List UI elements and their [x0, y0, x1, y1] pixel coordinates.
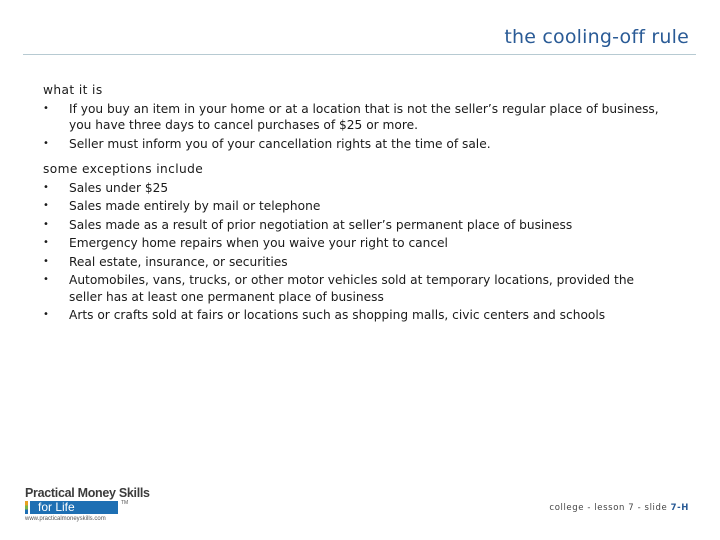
list-item [43, 235, 663, 252]
bullet-icon: • [43, 309, 49, 320]
bullet-text: Sales under $25 [69, 180, 169, 195]
list-item [43, 198, 663, 215]
section-heading-what-it-is: what it is [43, 83, 103, 97]
title-divider [23, 54, 696, 55]
bullet-icon: • [43, 255, 49, 267]
bullet-text: Seller must inform you of your cancellation rights at the time of sale. [69, 136, 491, 151]
list-item [43, 180, 663, 197]
logo-title: Practical Money Skills [25, 486, 150, 500]
bullet-icon: • [43, 181, 49, 193]
bullet-icon: • [43, 102, 49, 114]
bullet-list-what-it-is [43, 101, 663, 153]
list-item [43, 307, 663, 324]
bullet-text: Real estate, insurance, or securities [69, 254, 288, 269]
logo-trademark: TM [121, 500, 129, 506]
bullet-text: Emergency home repairs when you waive your right to cancel [69, 236, 448, 250]
bullet-text: Sales made entirely by mail or telephone [69, 199, 321, 213]
logo-bar [25, 501, 121, 514]
bullet-icon: • [43, 237, 49, 248]
slide-content [43, 82, 663, 326]
section-heading-exceptions: some exceptions include [43, 162, 204, 176]
slide-title: the cooling-off rule [504, 26, 689, 48]
bullet-icon: • [43, 218, 49, 230]
bullet-list-exceptions [43, 180, 663, 324]
bullet-text: If you buy an item in your home or at a location that is not the seller’s regular place of business, you have three days to cancel purchases of $25 or more. [69, 101, 659, 132]
list-item [43, 101, 663, 134]
list-item [43, 136, 663, 153]
logo-subtitle: for Life [30, 501, 118, 514]
bullet-text: Sales made as a result of prior negotiation at seller’s permanent place of business [69, 217, 573, 232]
list-item [43, 254, 663, 271]
list-item [43, 217, 663, 234]
bullet-icon: • [43, 200, 49, 211]
brand-logo [25, 486, 175, 526]
bullet-text: Arts or crafts sold at fairs or locations such as shopping malls, civic centers and schools [69, 308, 606, 322]
slide-footer [549, 503, 689, 513]
bullet-icon: • [43, 274, 49, 285]
footer-text: college - lesson 7 - slide [549, 503, 671, 513]
slide-code: 7-H [670, 503, 689, 513]
logo-url: www.practicalmoneyskills.com [25, 516, 106, 522]
list-item [43, 272, 663, 305]
bullet-icon: • [43, 137, 49, 149]
bullet-text: Automobiles, vans, trucks, or other motor vehicles sold at temporary locations, provided the seller has at least one permanent place of business [69, 273, 635, 304]
logo-color-stripe [25, 501, 28, 514]
